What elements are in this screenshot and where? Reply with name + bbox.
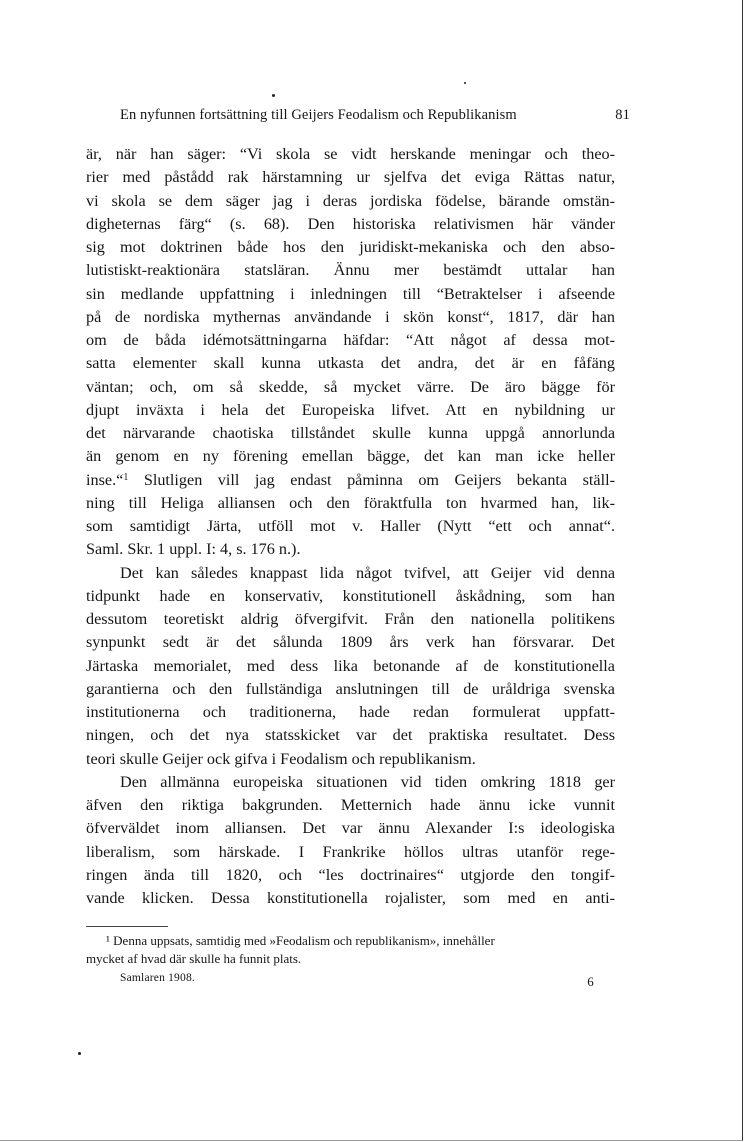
text-line: det närvarande chaotiska tillståndet skulle kunna uppgå annorlunda bbox=[86, 424, 615, 442]
running-title: En nyfunnen fortsättning till Geijers Feodalism och Republikanism bbox=[120, 107, 517, 123]
print-speck bbox=[78, 1052, 81, 1055]
text-line: sin medlande uppfattning i inledningen till “Betraktelser i afseende bbox=[86, 284, 615, 303]
text-line: ning till Heliga alliansen och den föraktfulla ton hvarmed han, lik- bbox=[86, 493, 615, 512]
text-line: ningen, och det nya statsskicket var det praktiska resultatet. Dess bbox=[86, 726, 615, 745]
text-line: djupt inväxta i hela det Europeiska lifvet. Att en nybildning ur bbox=[86, 400, 615, 419]
text-line: är, när han säger: “Vi skola se vidt herskande meningar och theo- bbox=[86, 145, 615, 163]
text-line: Det kan således knappast lida något tvifvel, att Geijer vid denna bbox=[120, 563, 615, 582]
text-line: teori skulle Geijer ock gifva i Feodalism och republikanism. bbox=[86, 749, 476, 768]
text-line: lutistiskt-reaktionära statsläran. Ännu mer bestämdt uttalar han bbox=[86, 261, 615, 280]
text-line: synpunkt sedt är det sålunda 1809 års verk han försvarar. Det bbox=[86, 633, 615, 652]
text-line: väntan; och, om så skedde, så mycket värre. De äro bägge för bbox=[86, 377, 615, 396]
text-line: vande klicken. Dessa konstitutionella rojalister, som med en anti- bbox=[86, 889, 615, 907]
text-line: liberalism, som härskade. I Frankrike höllos ultras utanför rege- bbox=[86, 842, 615, 861]
print-speck bbox=[464, 82, 466, 84]
signature-number: 6 bbox=[587, 974, 594, 989]
footnote bbox=[86, 932, 615, 967]
journal-signature: Samlaren 1908. bbox=[120, 972, 195, 984]
footnote-divider bbox=[86, 926, 168, 927]
body-text bbox=[86, 143, 615, 910]
text-line: öfverväldet inom alliansen. Det var ännu Alexander I:s ideologiska bbox=[86, 819, 615, 838]
text-line: sig mot doktrinen både hos den juridiskt-mekaniska och den abso- bbox=[86, 238, 615, 256]
footnote-line: ¹ Denna uppsats, samtidig med »Feodalism och republikanism», innehåller bbox=[106, 933, 495, 948]
text-line: på de nordiska mythernas användande i skön konst“, 1817, där han bbox=[86, 307, 615, 326]
text-line: ringen ända till 1820, och “les doctrinaires“ utgjorde den tongif- bbox=[86, 865, 615, 884]
text-line: Järtaska memorialet, med dess lika betonande af de konstitutionella bbox=[86, 656, 615, 675]
text-line: rier med påstådd rak härstamning ur sjelfva det eviga Rättas natur, bbox=[86, 168, 615, 187]
footnote-line: mycket af hvad där skulle ha funnit plats. bbox=[86, 950, 302, 966]
text-line: garantierna och den fullständiga anslutningen till de uråldriga svenska bbox=[86, 679, 615, 698]
footnote-reference: 1 bbox=[123, 471, 129, 483]
text-line: digheternas färg“ (s. 68). Den historiska relativismen här vänder bbox=[86, 214, 615, 233]
text-line: Den allmänna europeiska situationen vid tiden omkring 1818 ger bbox=[120, 772, 615, 791]
text-line: Saml. Skr. 1 uppl. I: 4, s. 176 n.). bbox=[86, 540, 301, 559]
print-speck bbox=[272, 94, 275, 97]
text-line: om de båda idémotsättningarna häfdar: “Att något af dessa mot- bbox=[86, 331, 615, 349]
text-line: dessutom teoretiskt aldrig öfvergifvit. Från den nationella politikens bbox=[86, 610, 615, 628]
text-line: än genom en ny förening emellan bägge, det kan man icke heller bbox=[86, 447, 615, 466]
text-line: vi skola se dem säger jag i deras jordiska födelse, bärande omstän- bbox=[86, 191, 615, 210]
text-line: institutionerna och traditionerna, hade redan formulerat uppfatt- bbox=[86, 703, 615, 721]
page-number: 81 bbox=[615, 107, 630, 123]
text-line: som samtidigt Järta, utföll mot v. Haller (Nytt “ett och annat“. bbox=[86, 517, 615, 535]
text-line: äfven den riktiga bakgrunden. Metternich hade ännu icke vunnit bbox=[86, 796, 615, 814]
text-line: satta elementer skall kunna utkasta det andra, det är en fåfäng bbox=[86, 354, 615, 373]
footnote-marker: ¹ bbox=[106, 933, 110, 948]
text-line: inse.“$^1$ Slutligen vill jag endast påminna om Geijers bekanta ställ- bbox=[86, 470, 615, 489]
text-line: tidpunkt hade en konservativ, konstitutionell åskådning, som han bbox=[86, 586, 615, 605]
